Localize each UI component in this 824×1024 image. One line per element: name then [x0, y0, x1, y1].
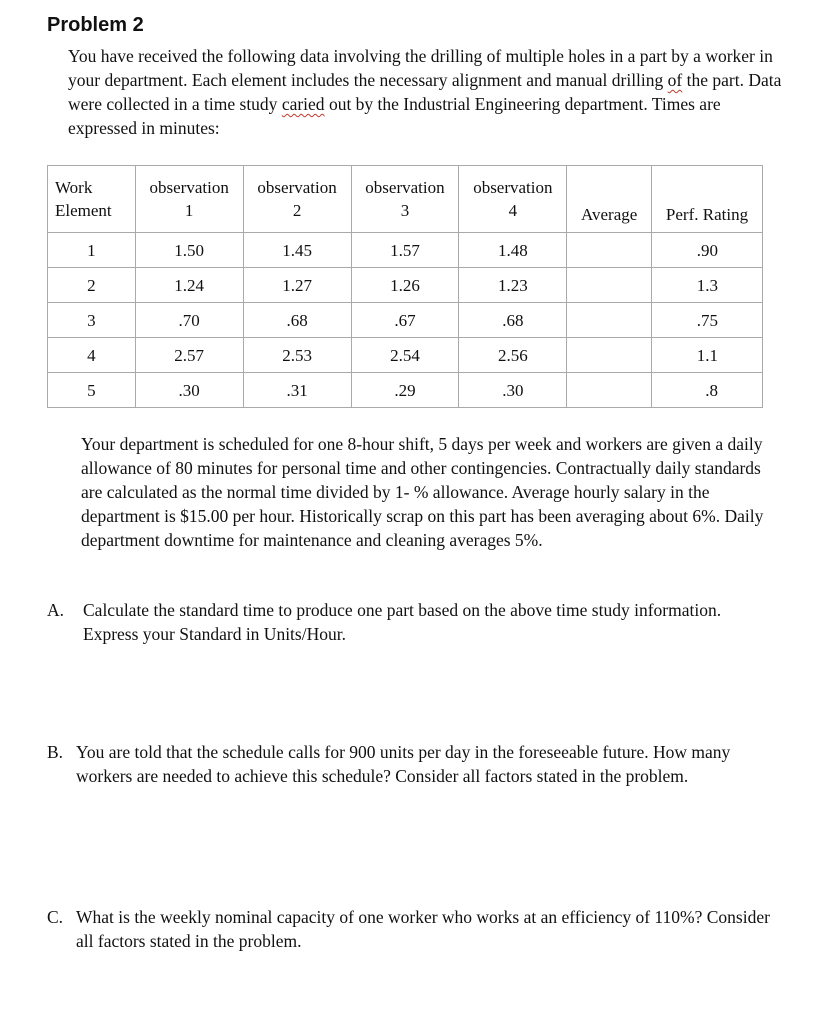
- header-observation-label: observation: [149, 178, 229, 197]
- cell-perf-rating: .90: [652, 233, 763, 268]
- cell-average: [567, 303, 652, 338]
- intro-text-part2: the part. Data were collected in a time study: [68, 70, 782, 114]
- cell-observation: .29: [351, 373, 459, 408]
- cell-element: 1: [48, 233, 136, 268]
- intro-text-part1: You have received the following data involving the drilling of multiple holes in a part by a worker in your department. Each element includes the necessary alignment and manual drilling: [68, 46, 773, 90]
- cell-element: 2: [48, 268, 136, 303]
- cell-observation: .67: [351, 303, 459, 338]
- header-observation-2: [243, 166, 351, 233]
- cell-average: [567, 338, 652, 373]
- header-observation-1: [135, 166, 243, 233]
- cell-observation: 1.26: [351, 268, 459, 303]
- header-observation-label: observation: [365, 178, 445, 197]
- header-average: Average: [567, 166, 652, 233]
- header-perf-rating: Perf. Rating: [652, 166, 763, 233]
- question-a: [47, 598, 777, 646]
- cell-observation: 1.48: [459, 233, 567, 268]
- cell-observation: 1.45: [243, 233, 351, 268]
- question-b: [47, 740, 777, 788]
- cell-perf-rating: .75: [652, 303, 763, 338]
- cell-observation: 2.57: [135, 338, 243, 373]
- header-observation-4: [459, 166, 567, 233]
- header-observation-label: observation: [257, 178, 337, 197]
- spellcheck-word-caried: caried: [281, 94, 325, 114]
- question-letter: B.: [47, 742, 64, 762]
- cell-average: [567, 373, 652, 408]
- question-letter: C.: [47, 907, 64, 927]
- cell-observation: .70: [135, 303, 243, 338]
- header-observation-number: 2: [292, 201, 302, 220]
- question-text: What is the weekly nominal capacity of one worker who works at an efficiency of 110%? Consider all factors stated in the problem.: [76, 907, 770, 951]
- cell-perf-rating: 1.1: [652, 338, 763, 373]
- table-row: [48, 303, 763, 338]
- header-observation-number: 4: [508, 201, 518, 220]
- cell-average: [567, 233, 652, 268]
- table-row: [48, 338, 763, 373]
- cell-observation: 1.23: [459, 268, 567, 303]
- cell-observation: 2.53: [243, 338, 351, 373]
- cell-observation: 2.56: [459, 338, 567, 373]
- spellcheck-word-of: of: [667, 70, 683, 90]
- header-work-element: Work Element: [48, 166, 136, 233]
- cell-observation: .68: [459, 303, 567, 338]
- cell-observation: 2.54: [351, 338, 459, 373]
- cell-element: 3: [48, 303, 136, 338]
- cell-observation: 1.27: [243, 268, 351, 303]
- cell-average: [567, 268, 652, 303]
- cell-observation: .31: [243, 373, 351, 408]
- cell-perf-rating: 1.3: [652, 268, 763, 303]
- table-row: [48, 233, 763, 268]
- header-observation-label: observation: [473, 178, 553, 197]
- header-observation-number: 1: [184, 201, 194, 220]
- question-text: Calculate the standard time to produce one part based on the above time study information. Express your Standard in Units/Hour.: [83, 600, 722, 644]
- cell-element: 4: [48, 338, 136, 373]
- problem-title: Problem 2: [47, 14, 144, 36]
- question-letter: A.: [47, 600, 65, 620]
- table-row: [48, 373, 763, 408]
- cell-observation: 1.24: [135, 268, 243, 303]
- cell-observation: .68: [243, 303, 351, 338]
- intro-text-part3: out by the Industrial Engineering department. Times are expressed in minutes:: [68, 94, 721, 138]
- cell-observation: .30: [459, 373, 567, 408]
- question-c: [47, 905, 777, 953]
- table-row: [48, 268, 763, 303]
- question-text: You are told that the schedule calls for 900 units per day in the foreseeable future. How many workers are needed to achieve this schedule? Consider all factors stated in the problem.: [76, 742, 731, 786]
- problem-intro: [68, 44, 788, 140]
- header-observation-number: 3: [400, 201, 410, 220]
- header-observation-3: [351, 166, 459, 233]
- cell-perf-rating: .8: [652, 373, 763, 408]
- cell-element: 5: [48, 373, 136, 408]
- table-header-row: [48, 166, 763, 233]
- time-study-table: [47, 165, 763, 408]
- cell-observation: 1.57: [351, 233, 459, 268]
- cell-observation: 1.50: [135, 233, 243, 268]
- department-context: Your department is scheduled for one 8-hour shift, 5 days per week and workers are given a daily allowance of 80 minutes for personal time and other contingencies. Contractually daily standards are calculated as the normal time divided by 1- % allowance. Average hourly salary in the department is $15.00 per hour. Historically scrap on this part has been averaging about 6%. Daily department downtime for maintenance and cleaning averages 5%.: [81, 434, 764, 550]
- cell-observation: .30: [135, 373, 243, 408]
